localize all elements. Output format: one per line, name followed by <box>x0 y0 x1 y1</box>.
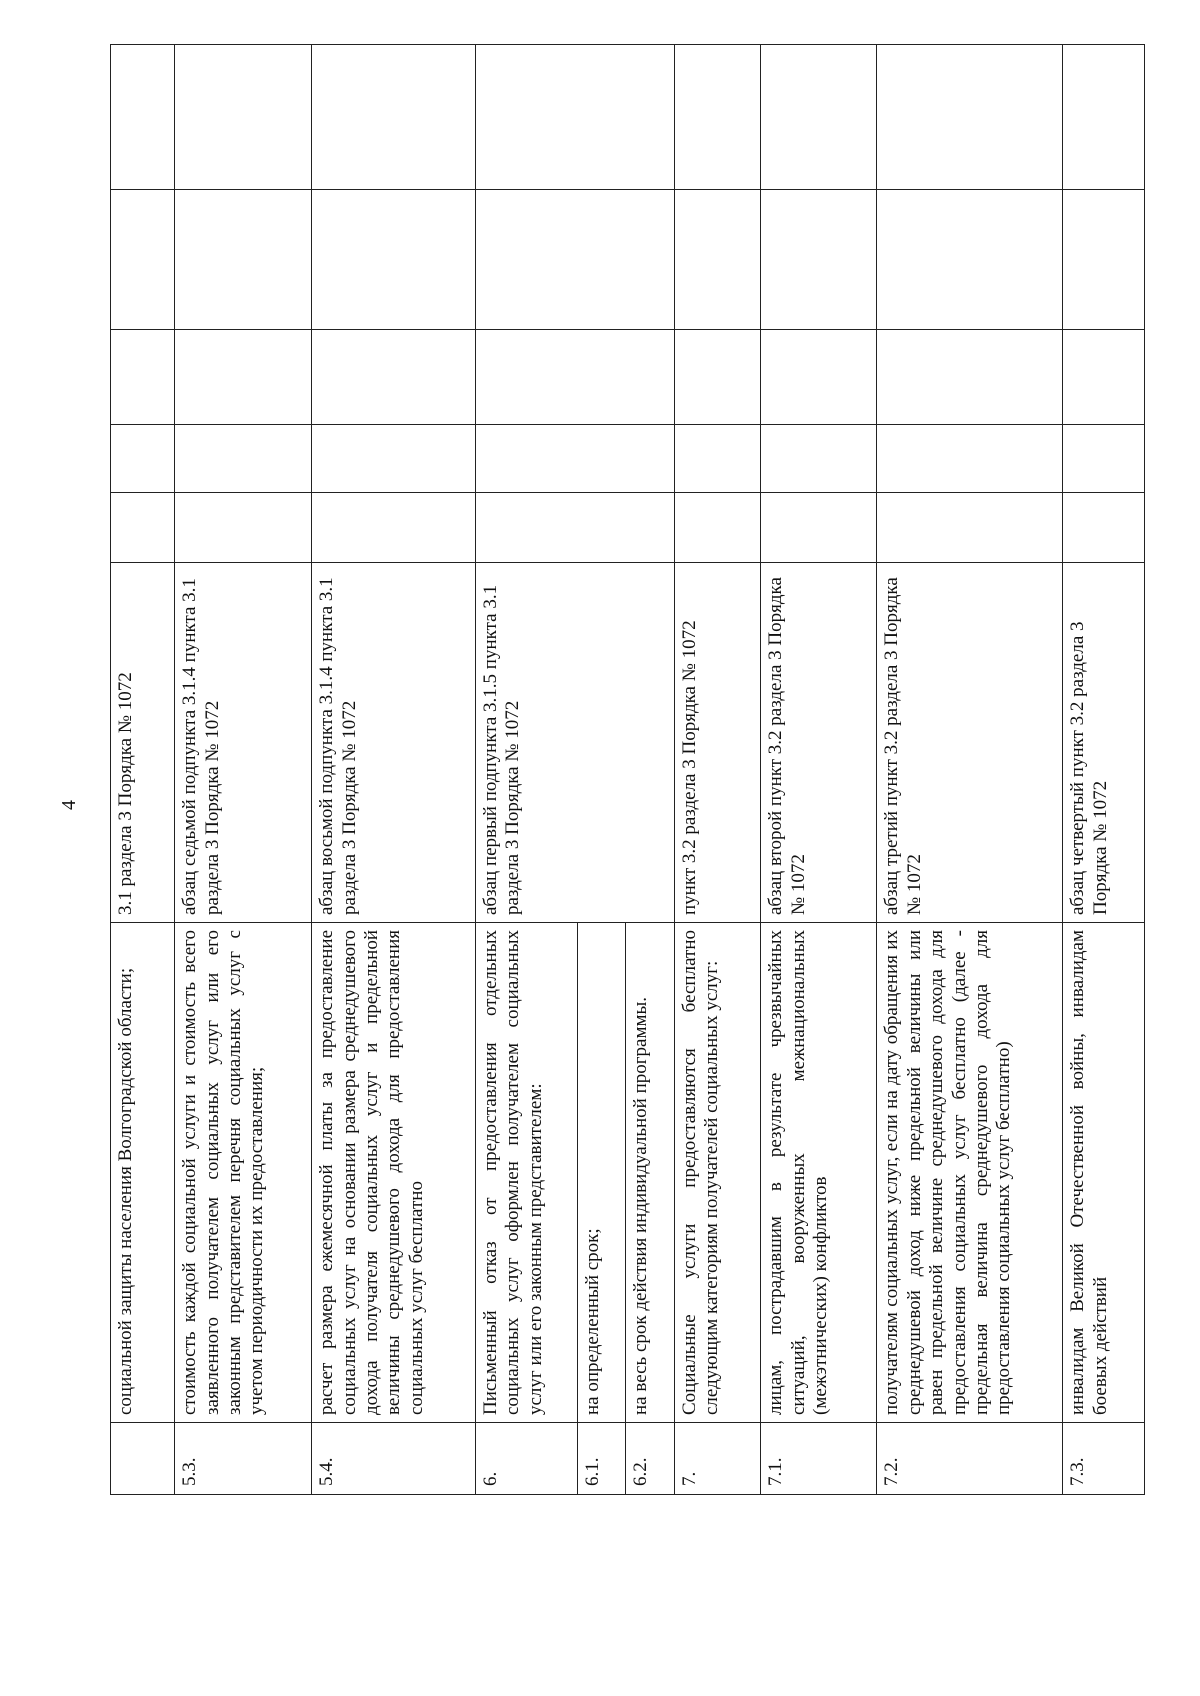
empty-cell <box>475 190 674 330</box>
table-row <box>1063 45 1145 1495</box>
empty-cell <box>175 493 312 563</box>
empty-cell <box>175 425 312 493</box>
row-reference: абзац третий пункт 3.2 раздела 3 Порядка № 1072 <box>877 563 1063 923</box>
row-reference: абзац четвертый пункт 3.2 раздела 3 Порядка № 1072 <box>1063 563 1145 923</box>
row-reference: абзац первый подпункта 3.1.5 пункта 3.1 раздела 3 Порядка № 1072 <box>475 563 674 923</box>
empty-cell <box>312 190 476 330</box>
empty-cell <box>111 425 175 493</box>
table-row <box>877 45 1063 1495</box>
row-number: 6.2. <box>626 1423 675 1495</box>
row-description: Письменный отказ от предоставления отдельных социальных услуг оформлен получателем социальных услуг или его законным представителем: <box>475 923 577 1423</box>
empty-cell <box>475 330 674 425</box>
empty-cell <box>877 45 1063 190</box>
empty-cell <box>761 425 877 493</box>
row-description: стоимость каждой социальной услуги и стоимость всего заявленного получателем социальных услуг или его законным представителем перечня социальных услуг с учетом периодичности их предоставления; <box>175 923 312 1423</box>
empty-cell <box>1063 330 1145 425</box>
empty-cell <box>877 425 1063 493</box>
table-row <box>312 45 476 1495</box>
row-reference: абзац восьмой подпункта 3.1.4 пункта 3.1 раздела 3 Порядка № 1072 <box>312 563 476 923</box>
empty-cell <box>1063 493 1145 563</box>
empty-cell <box>111 45 175 190</box>
row-description: на весь срок действия индивидуальной программы. <box>626 923 675 1423</box>
empty-cell <box>475 493 674 563</box>
empty-cell <box>1063 45 1145 190</box>
row-number: 5.4. <box>312 1423 476 1495</box>
empty-cell <box>761 330 877 425</box>
row-description: расчет размера ежемесячной платы за предоставление социальных услуг на основании размера среднедушевого дохода получателя социальных услуг и предельной величины среднедушевого дохода для предоставления социальных услуг бесплатно <box>312 923 476 1423</box>
empty-cell <box>175 45 312 190</box>
empty-cell <box>175 330 312 425</box>
row-description: лицам, пострадавшим в результате чрезвычайных ситуаций, вооруженных межнациональных (межэтнических) конфликтов <box>761 923 877 1423</box>
rotated-table-container <box>110 45 1145 1495</box>
empty-cell <box>877 330 1063 425</box>
row-number: 7.1. <box>761 1423 877 1495</box>
empty-cell <box>1063 190 1145 330</box>
table-row <box>674 45 760 1495</box>
empty-cell <box>877 190 1063 330</box>
row-description: социальной защиты населения Волгоградской области; <box>111 923 175 1423</box>
row-number <box>111 1423 175 1495</box>
row-number: 7.3. <box>1063 1423 1145 1495</box>
empty-cell <box>761 190 877 330</box>
empty-cell <box>111 493 175 563</box>
table-row <box>761 45 877 1495</box>
row-number: 6. <box>475 1423 577 1495</box>
empty-cell <box>674 330 760 425</box>
row-description: получателям социальных услуг, если на дату обращения их среднедушевой доход ниже предельной величины или равен предельной величине среднедушевого дохода для предоставления социальных услуг бесплатно (далее - предельная величина среднедушевого дохода для предоставления социальных услуг бесплатно) <box>877 923 1063 1423</box>
empty-cell <box>674 190 760 330</box>
empty-cell <box>674 425 760 493</box>
table-row <box>475 45 577 1495</box>
page-number: 4 <box>58 800 80 810</box>
row-description: на определенный срок; <box>577 923 626 1423</box>
checklist-table <box>110 44 1145 1495</box>
empty-cell <box>312 493 476 563</box>
row-number: 6.1. <box>577 1423 626 1495</box>
empty-cell <box>475 425 674 493</box>
empty-cell <box>1063 425 1145 493</box>
empty-cell <box>674 493 760 563</box>
table-row <box>175 45 312 1495</box>
row-description: инвалидам Великой Отечественной войны, инвалидам боевых действий <box>1063 923 1145 1423</box>
empty-cell <box>475 45 674 190</box>
empty-cell <box>877 493 1063 563</box>
empty-cell <box>111 330 175 425</box>
empty-cell <box>312 45 476 190</box>
row-number: 7.2. <box>877 1423 1063 1495</box>
empty-cell <box>761 493 877 563</box>
row-reference: 3.1 раздела 3 Порядка № 1072 <box>111 563 175 923</box>
row-number: 7. <box>674 1423 760 1495</box>
empty-cell <box>111 190 175 330</box>
row-description: Социальные услуги предоставляются бесплатно следующим категориям получателей социальных услуг: <box>674 923 760 1423</box>
row-reference: абзац второй пункт 3.2 раздела 3 Порядка № 1072 <box>761 563 877 923</box>
empty-cell <box>312 330 476 425</box>
row-number: 5.3. <box>175 1423 312 1495</box>
empty-cell <box>175 190 312 330</box>
empty-cell <box>674 45 760 190</box>
row-reference: пункт 3.2 раздела 3 Порядка № 1072 <box>674 563 760 923</box>
table-row <box>111 45 175 1495</box>
row-reference: абзац седьмой подпункта 3.1.4 пункта 3.1 раздела 3 Порядка № 1072 <box>175 563 312 923</box>
empty-cell <box>761 45 877 190</box>
empty-cell <box>312 425 476 493</box>
